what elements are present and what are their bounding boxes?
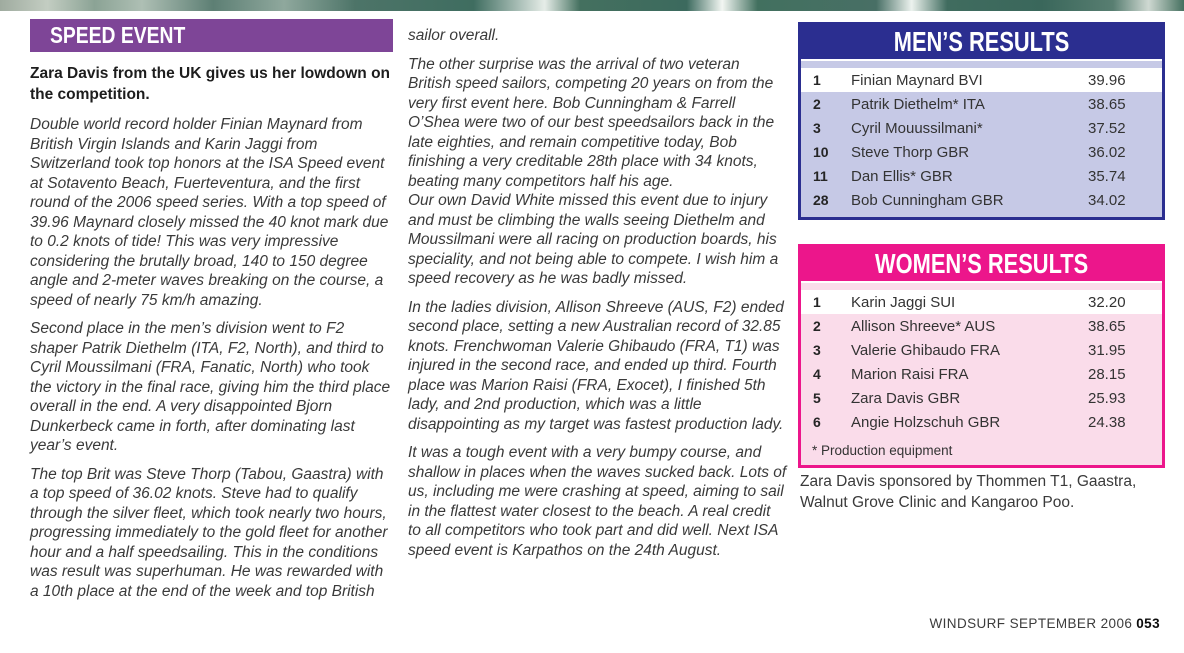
article-paragraph: The other surprise was the arrival of two veteran British speed sailors, competing 20 years on from the very first event here. Bob Cunningham & Farrell O’Shea were two of our best speedsailors back in the late eighties, and remain competitive today, Bob finishing a very creditable 28th place with 34 knots, beating many competitors half his age.	[408, 55, 775, 190]
speed-knots-cell: 34.02	[1088, 191, 1126, 209]
competitor-name-cell: Patrik Diethelm* ITA	[851, 95, 985, 113]
rank-cell: 11	[813, 168, 828, 184]
table-row	[801, 92, 1162, 116]
speed-knots-cell: 28.15	[1088, 365, 1126, 383]
left-column-paragraphs	[30, 115, 393, 601]
womens-results-header	[801, 247, 1162, 283]
section-header-bar	[30, 19, 393, 52]
article-paragraph: Second place in the men’s division went to F2 shaper Patrik Diethelm (ITA, F2, North), and third to Cyril Moussilmani (FRA, Fanatic, North) who took the victory in the final race, giving him the third place overall in the end. A very disappointed Bjorn Dunkerbeck came in forth, after dominating last year’s event.	[30, 320, 391, 454]
womens-results-footnote-wrap	[801, 439, 1162, 465]
production-equipment-footnote: * Production equipment	[812, 442, 953, 458]
table-row	[801, 116, 1162, 140]
rank-cell: 2	[813, 318, 821, 334]
top-photo-strip	[0, 0, 1184, 11]
competitor-name-cell: Allison Shreeve* AUS	[851, 317, 996, 335]
table-row	[801, 290, 1162, 314]
table-row	[801, 386, 1162, 410]
rank-cell: 10	[813, 144, 829, 160]
speed-knots-cell: 37.52	[1088, 119, 1126, 137]
page-footer	[930, 616, 1160, 631]
womens-results-title: WOMEN’S RESULTS	[874, 248, 1089, 279]
competitor-name-cell: Dan Ellis* GBR	[851, 167, 953, 185]
rank-cell: 5	[813, 390, 821, 406]
table-row	[801, 338, 1162, 362]
speed-knots-cell: 38.65	[1088, 317, 1126, 335]
table-row	[801, 68, 1162, 92]
mens-results-title: MEN’S RESULTS	[893, 26, 1070, 57]
rank-cell: 4	[813, 366, 821, 382]
speed-knots-cell: 36.02	[1088, 143, 1126, 161]
page-number: 053	[1136, 616, 1160, 631]
competitor-name-cell: Steve Thorp GBR	[851, 143, 970, 161]
speed-knots-cell: 35.74	[1088, 167, 1126, 185]
rank-cell: 3	[813, 342, 821, 358]
speed-knots-cell: 31.95	[1088, 341, 1126, 359]
article-paragraph: Double world record holder Finian Maynard from British Virgin Islands and Karin Jaggi from Switzerland took top honors at the ISA Speed event at Sotavento Beach, Fuerteventura, and the first round of the 2006 speed series. With a top speed of 39.96 Maynard closely missed the 40 knot mark due to 0.2 knots of tide! This was very impressive considering the brutally broad, 140 to 150 degree angle and 2-meter waves breaking on the course, a speed of nearly 75 km/h amazing.	[30, 116, 389, 309]
competitor-name-cell: Bob Cunningham GBR	[851, 191, 1004, 209]
mens-results-body	[801, 61, 1162, 217]
competitor-name-cell: Cyril Mouussilmani*	[851, 119, 983, 137]
rank-cell: 3	[813, 120, 821, 136]
rank-cell: 2	[813, 96, 821, 112]
middle-column-paragraphs	[408, 26, 787, 560]
speed-knots-cell: 25.93	[1088, 389, 1126, 407]
magazine-issue-label: WINDSURF SEPTEMBER 2006	[929, 616, 1133, 631]
article-paragraph: Our own David White missed this event due to injury and must be climbing the walls seeing Diethelm and Moussilmani were all racing on production boards, his speciality, and not being able to compete. I wish him a speed recovery as he was badly missed.	[408, 192, 779, 287]
rank-cell: 1	[813, 72, 821, 88]
speed-knots-cell: 38.65	[1088, 95, 1126, 113]
sponsor-caption: Zara Davis sponsored by Thommen T1, Gaastra, Walnut Grove Clinic and Kangaroo Poo.	[800, 473, 1137, 511]
womens-results-body	[801, 283, 1162, 439]
table-row	[801, 188, 1162, 212]
table-row	[801, 410, 1162, 434]
article-paragraph: It was a tough event with a very bumpy course, and shallow in places when the waves sucked back. Lots of us, including me were crashing at speed, aiming to sail in the flattest water closest to the beach. A real credit to all competitors who took part and did well. Next ISA speed event is Karpathos on the 24th August.	[408, 444, 787, 559]
left-column	[30, 19, 393, 610]
competitor-name-cell: Marion Raisi FRA	[851, 365, 969, 383]
speed-knots-cell: 32.20	[1088, 293, 1126, 311]
competitor-name-cell: Angie Holzschuh GBR	[851, 413, 1001, 431]
competitor-name-cell: Finian Maynard BVI	[851, 71, 983, 89]
competitor-name-cell: Valerie Ghibaudo FRA	[851, 341, 1000, 359]
article-standfirst: Zara Davis from the UK gives us her lowdown on the competition.	[30, 65, 391, 103]
womens-results-table	[798, 244, 1165, 468]
competitor-name-cell: Karin Jaggi SUI	[851, 293, 956, 311]
speed-knots-cell: 39.96	[1088, 71, 1126, 89]
table-row	[801, 314, 1162, 338]
speed-knots-cell: 24.38	[1088, 413, 1126, 431]
rank-cell: 6	[813, 414, 821, 430]
rank-cell: 1	[813, 294, 821, 310]
article-paragraph: The top Brit was Steve Thorp (Tabou, Gaastra) with a top speed of 36.02 knots. Steve had to qualify through the silver fleet, which took nearly two hours, progressing immediately to the gold fleet for another hour and a half speedsailing. This in the conditions was result was superhuman. He was rewarded with a 10th place at the end of the week and top British	[30, 465, 388, 600]
rank-cell: 28	[813, 192, 829, 208]
article-paragraph: sailor overall.	[408, 27, 500, 44]
table-row	[801, 164, 1162, 188]
article-paragraph: In the ladies division, Allison Shreeve (AUS, F2) ended second place, setting a new Australian record of 32.85 knots. Frenchwoman Valerie Ghibaudo (FRA, T1) was injured in the second race, and ended up third. Fourth place was Marion Raisi (FRA, Exocet), I finished 5th lady, and 2nd production, which was a little disappointing as my target was fastest production lady.	[408, 298, 784, 433]
mens-results-table	[798, 22, 1165, 220]
middle-column	[408, 26, 787, 569]
section-title: SPEED EVENT	[50, 22, 186, 48]
table-row	[801, 140, 1162, 164]
competitor-name-cell: Zara Davis GBR	[851, 389, 961, 407]
table-row	[801, 362, 1162, 386]
mens-results-header	[801, 25, 1162, 61]
